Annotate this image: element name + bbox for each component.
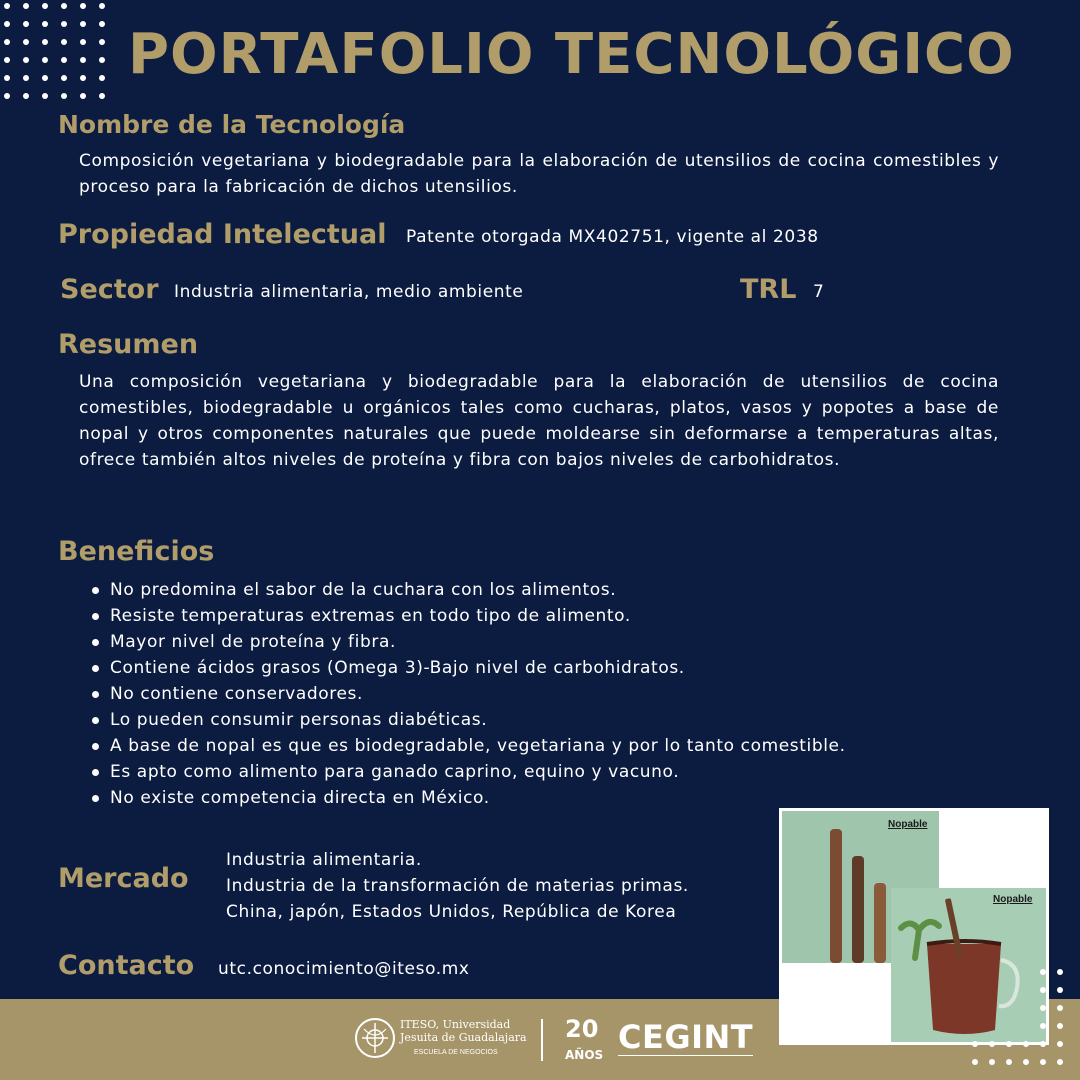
iteso-line-2: Jesuita de Guadalajara [400, 1031, 527, 1044]
list-item: Lo pueden consumir personas diabéticas. [90, 707, 846, 733]
contact-label: Contacto [58, 950, 195, 981]
trl-label: TRL [740, 274, 797, 305]
market-line: Industria de la transformación de materias primas. [226, 876, 689, 896]
iteso-name [400, 1018, 527, 1044]
dot-grid-bottom-right [972, 969, 1063, 1065]
contact-email[interactable]: utc.conocimiento@iteso.mx [218, 959, 470, 979]
market-lines [226, 847, 689, 925]
list-item: No contiene conservadores. [90, 681, 846, 707]
list-item: A base de nopal es que es biodegradable, vegetariana y por lo tanto comestible. [90, 733, 846, 759]
iteso-school: ESCUELA DE NEGOCIOS [414, 1049, 498, 1056]
list-item: No existe competencia directa en México. [90, 785, 846, 811]
list-item: Contiene ácidos grasos (Omega 3)-Bajo nivel de carbohidratos. [90, 655, 846, 681]
summary-text: Una composición vegetariana y biodegradable para la elaboración de utensilios de cocina comestibles, biodegradable u orgánicos tales como cucharas, platos, vasos y popotes a base de nopal y otros componentes naturales que puede moldearse sin deformarse a temperaturas altas, ofrece también altos niveles de proteína y fibra con bajos niveles de carbohidratos. [79, 372, 999, 470]
market-label: Mercado [58, 863, 189, 894]
ip-label: Propiedad Intelectual [58, 219, 387, 250]
list-item: Es apto como alimento para ganado caprino, equino y vacuno. [90, 759, 846, 785]
sector-label: Sector [60, 274, 159, 305]
brand-label: Nopable [888, 819, 928, 830]
cegint-logo: CEGINT [618, 1018, 754, 1056]
benefits-list [90, 577, 846, 811]
footer-divider [541, 1019, 543, 1061]
page-title: PORTAFOLIO TECNOLÓGICO [128, 22, 1015, 87]
sector-text: Industria alimentaria, medio ambiente [174, 282, 524, 302]
technology-text: Composición vegetariana y biodegradable para la elaboración de utensilios de cocina comestibles y proceso para la fabricación de dichos utensilios. [79, 151, 999, 197]
iteso-emblem-icon [354, 1017, 396, 1059]
list-item: Mayor nivel de proteína y fibra. [90, 629, 846, 655]
market-line: China, japón, Estados Unidos, República de Korea [226, 902, 677, 922]
ip-text: Patente otorgada MX402751, vigente al 2038 [406, 227, 819, 247]
brand-label: Nopable [993, 894, 1033, 905]
trl-value: 7 [813, 282, 825, 302]
benefits-label: Beneficios [58, 536, 215, 567]
technology-label: Nombre de la Tecnología [58, 110, 406, 139]
list-item: No predomina el sabor de la cuchara con los alimentos. [90, 577, 846, 603]
iteso-logo [354, 1017, 396, 1059]
years-label: AÑOS [565, 1048, 604, 1062]
list-item: Resiste temperaturas extremas en todo tipo de alimento. [90, 603, 846, 629]
market-line: Industria alimentaria. [226, 850, 422, 870]
years-number: 20 [565, 1015, 599, 1043]
dot-grid-top-left [4, 3, 105, 99]
summary-label: Resumen [58, 329, 199, 360]
iteso-line-1: ITESO, Universidad [400, 1018, 511, 1031]
